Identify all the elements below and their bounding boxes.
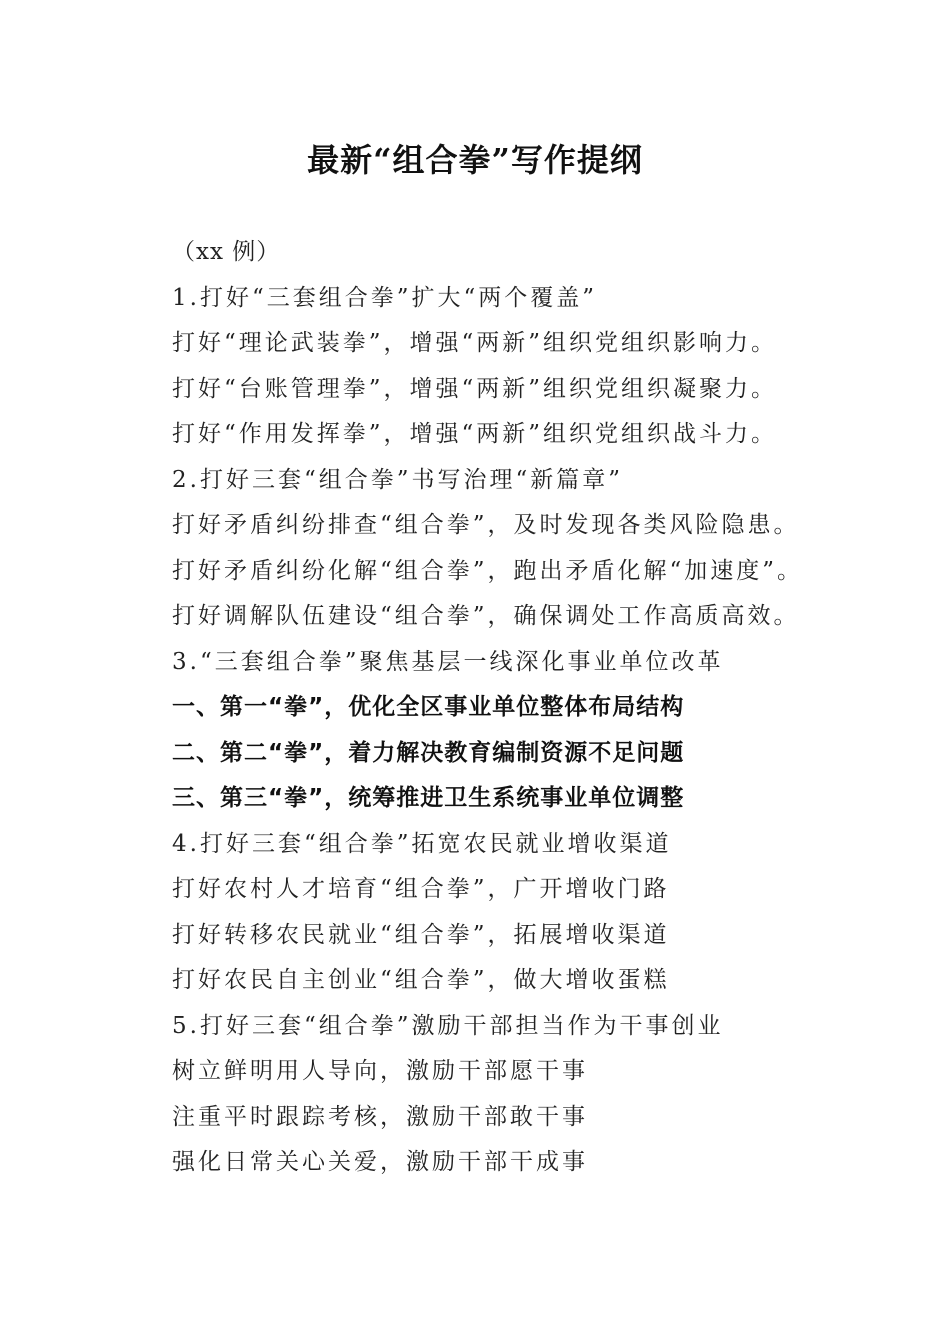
outline-item: 打好矛盾纠纷排查“组合拳”，及时发现各类风险隐患。 xyxy=(172,512,800,538)
section-heading-1: 1.打好“三套组合拳”扩大“两个覆盖” xyxy=(172,284,597,311)
example-count-note: （xx 例） xyxy=(172,239,281,265)
bold-outline-item: 三、第三“拳”，统筹推进卫生系统事业单位调整 xyxy=(172,785,685,811)
document-title: 最新“组合拳”写作提纲 xyxy=(307,141,643,179)
section-heading-3: 3.“三套组合拳”聚焦基层一线深化事业单位改革 xyxy=(172,648,724,675)
section-heading-4: 4.打好三套“组合拳”拓宽农民就业增收渠道 xyxy=(172,830,672,857)
outline-item: 打好农民自主创业“组合拳”，做大增收蛋糕 xyxy=(172,967,670,993)
outline-item: 打好“台账管理拳”，增强“两新”组织党组织凝聚力。 xyxy=(172,375,778,402)
outline-item: 树立鲜明用人导向，激励干部愿干事 xyxy=(172,1058,588,1084)
outline-item: 注重平时跟踪考核，激励干部敢干事 xyxy=(172,1103,588,1130)
outline-item: 打好“作用发挥拳”，增强“两新”组织党组织战斗力。 xyxy=(172,421,778,447)
outline-item: 打好转移农民就业“组合拳”，拓展增收渠道 xyxy=(172,921,670,948)
section-heading-5: 5.打好三套“组合拳”激励干部担当作为干事创业 xyxy=(172,1012,724,1039)
bold-outline-item: 二、第二“拳”，着力解决教育编制资源不足问题 xyxy=(172,739,685,766)
section-heading-2: 2.打好三套“组合拳”书写治理“新篇章” xyxy=(172,466,623,493)
bold-outline-item: 一、第一“拳”，优化全区事业单位整体布局结构 xyxy=(172,694,685,720)
outline-item: 打好矛盾纠纷化解“组合拳”，跑出矛盾化解“加速度”。 xyxy=(172,557,804,584)
outline-item: 打好“理论武装拳”，增强“两新”组织党组织影响力。 xyxy=(172,330,778,356)
outline-item: 打好调解队伍建设“组合拳”，确保调处工作高质高效。 xyxy=(172,603,800,629)
outline-item: 强化日常关心关爱，激励干部干成事 xyxy=(172,1149,588,1175)
document-body xyxy=(172,230,932,1186)
outline-item: 打好农村人才培育“组合拳”，广开增收门路 xyxy=(172,876,670,902)
